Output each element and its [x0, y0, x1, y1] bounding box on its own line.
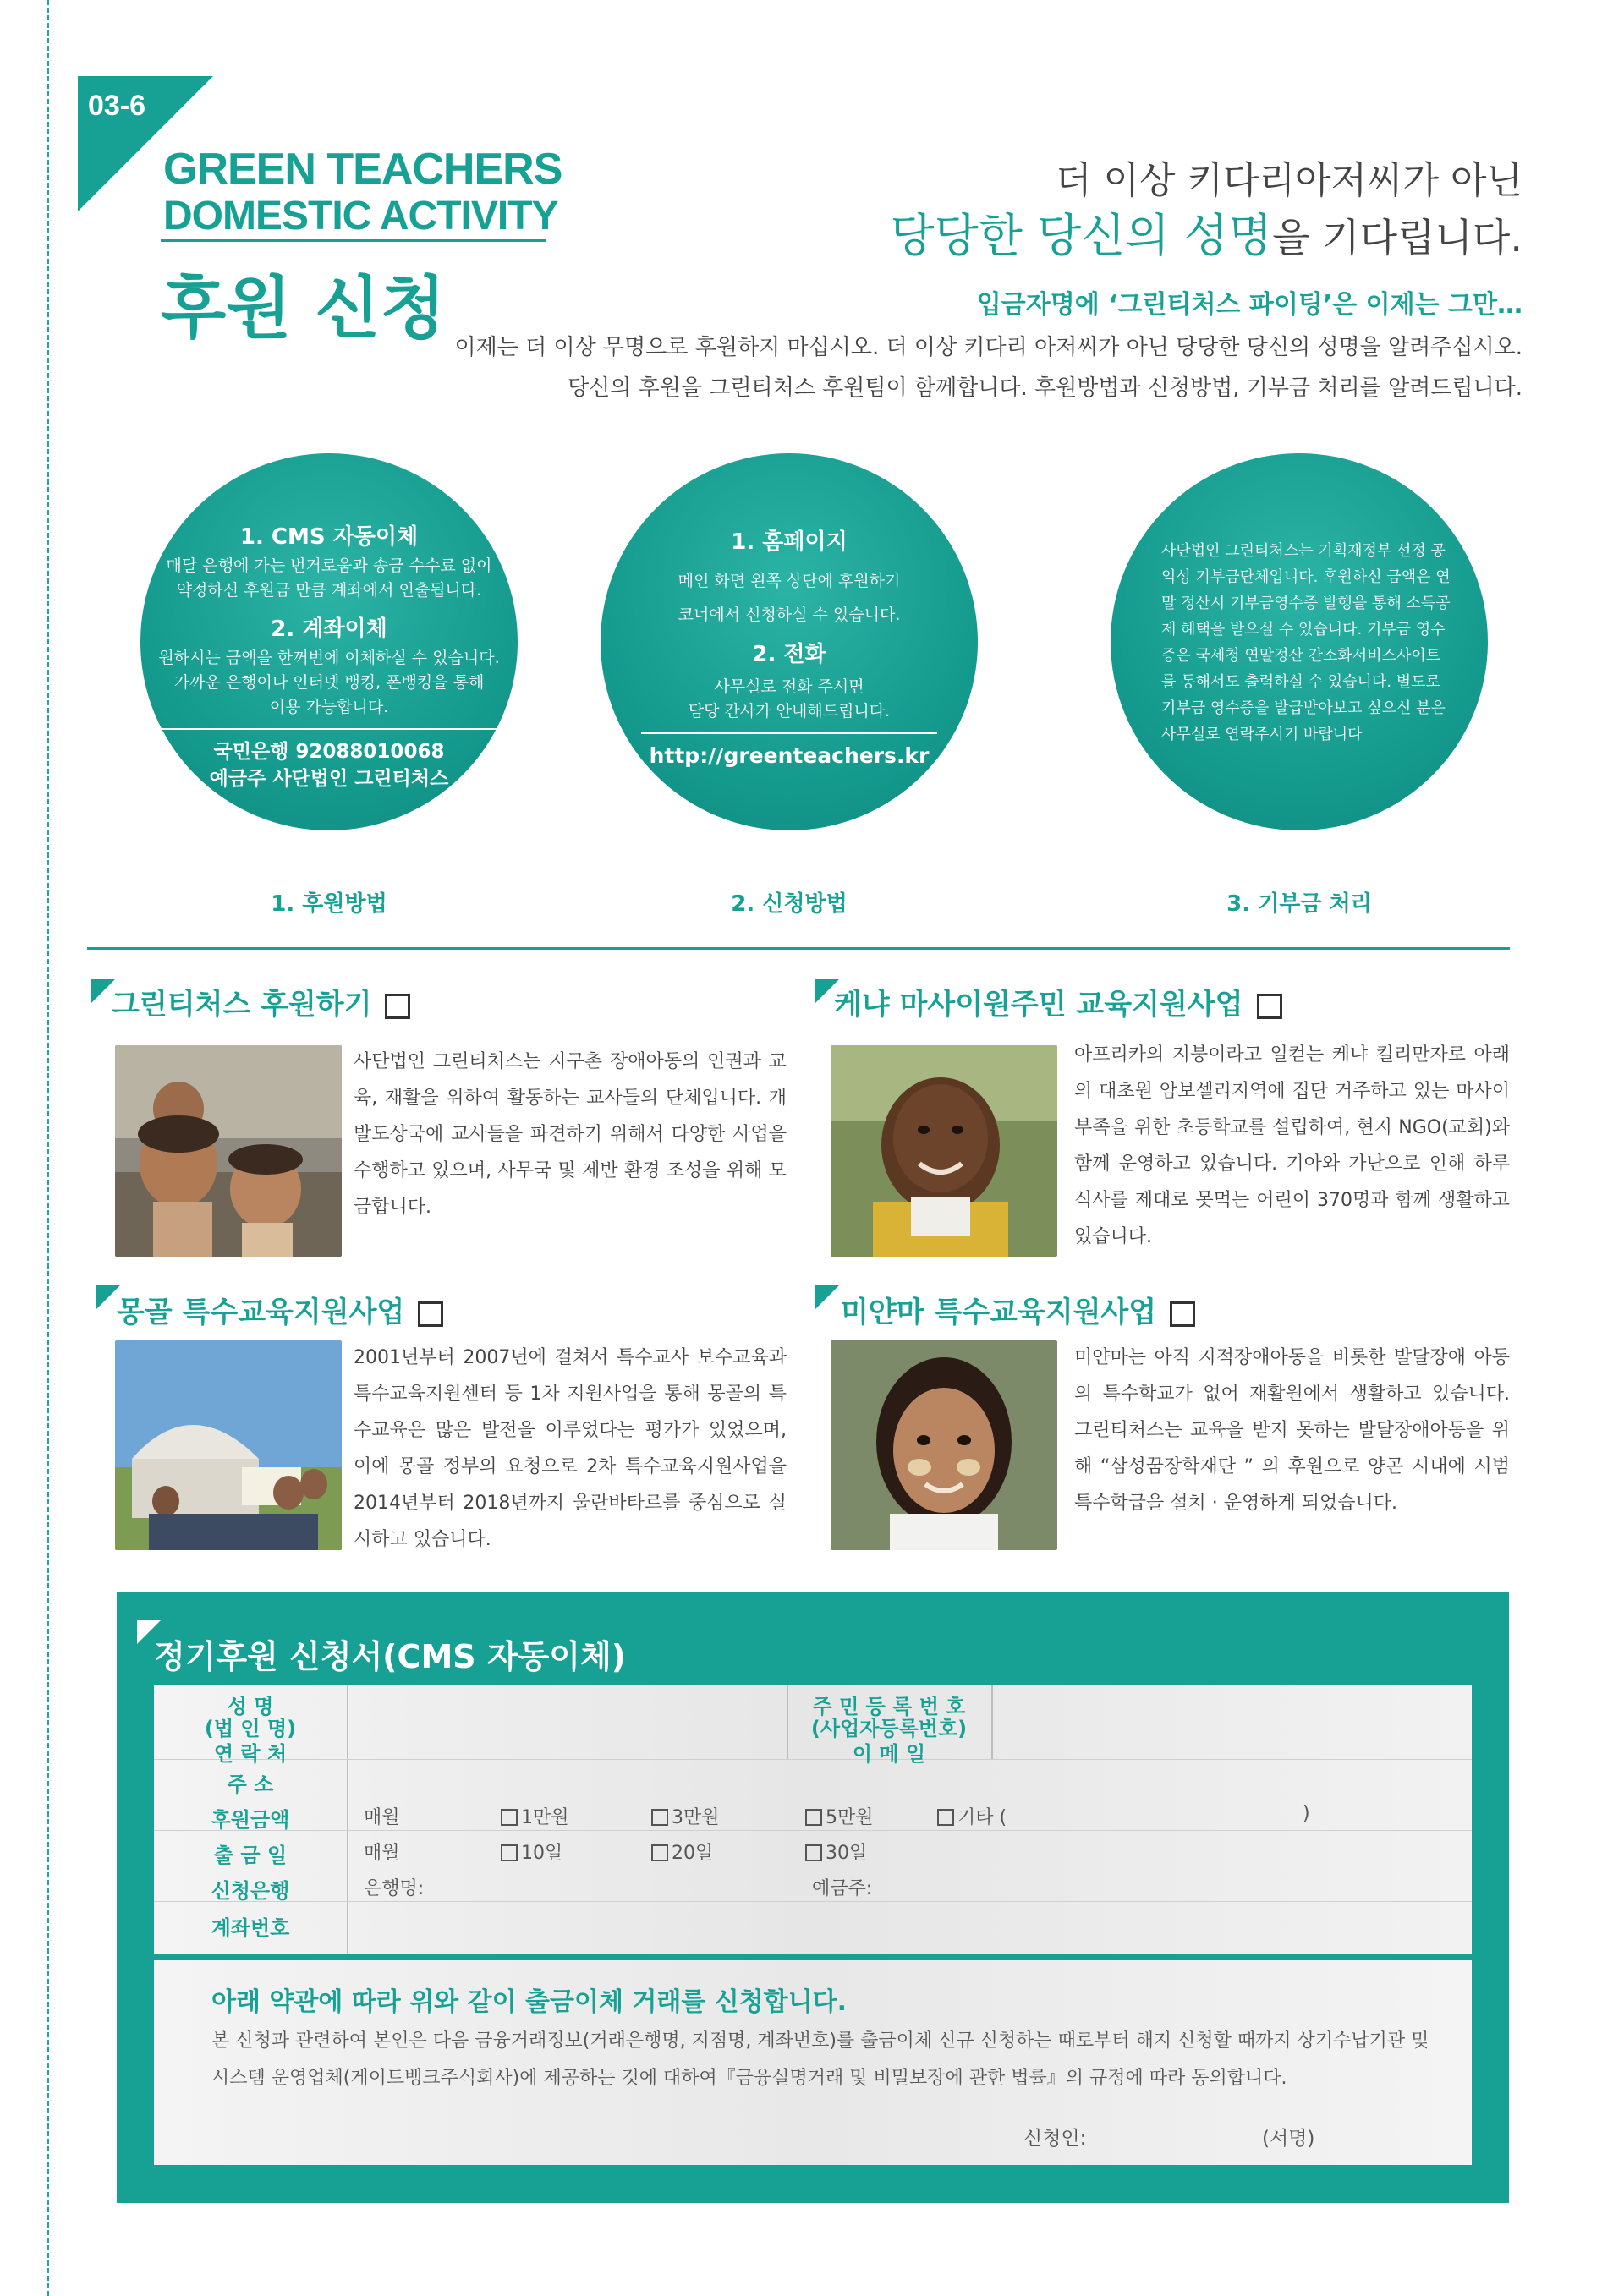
date-option-1[interactable]: [501, 1838, 562, 1865]
signer-field[interactable]: [1100, 2118, 1252, 2146]
gt-checkbox[interactable]: [385, 994, 410, 1019]
amount-other-close: ): [1303, 1803, 1310, 1824]
kenya-checkbox[interactable]: [1257, 994, 1282, 1019]
bank-label: 신청은행: [211, 1879, 290, 1903]
method-transfer-desc-c: 이용 가능합니다.: [269, 698, 389, 716]
myanmar-flag: [815, 1285, 839, 1309]
table-hline-3: [154, 1830, 1472, 1831]
headline-2-suffix: 을 기다립니다.: [1272, 215, 1522, 260]
form-table: [154, 1685, 1472, 1954]
signature-label: (서명): [1262, 2128, 1315, 2150]
amount-option-3[interactable]: [805, 1803, 874, 1829]
amount-option-other[interactable]: [937, 1803, 1007, 1829]
date-option-1-label: 10일: [521, 1843, 563, 1864]
receipt-circle: [1111, 453, 1488, 830]
date-option-3[interactable]: [805, 1838, 867, 1865]
table-vline-3: [991, 1685, 993, 1759]
terms-title: 아래 약관에 따라 위와 같이 출금이체 거래를 신청합니다.: [211, 1987, 848, 2017]
brand-underline: [161, 239, 546, 242]
rrn-label-2: (사업자등록번호): [810, 1717, 968, 1740]
headline-desc-2: 당신의 후원을 그린티처스 후원팀이 함께합니다. 후원방법과 신청방법, 기부금 처리를 알려드립니다.: [568, 375, 1522, 401]
kenya-title: 케냐 마사이원주민 교육지원사업: [834, 988, 1243, 1022]
holder-label: 예금주:: [812, 1878, 873, 1899]
date-option-2[interactable]: [651, 1838, 713, 1865]
apply-web-desc-b: 코너에서 신청하실 수 있습니다.: [678, 606, 901, 624]
date-option-2-label: 20일: [672, 1843, 714, 1864]
section-number: 03-6: [88, 90, 146, 122]
receipt-line-5: 증은 국세청 연말정산 간소화서비스사이트: [1161, 647, 1441, 665]
name-label-1: 성 명: [227, 1695, 274, 1718]
account-holder: 예금주 사단법인 그린티처스: [209, 768, 449, 790]
email-label: 이 메 일: [852, 1742, 926, 1766]
myanmar-heading: [841, 1289, 1195, 1330]
headline-subtitle: 입금자명에 ‘그린티처스 파이팅’은 이제는 그만…: [976, 290, 1522, 320]
date-checkbox-1[interactable]: [501, 1844, 518, 1861]
myanmar-photo: [831, 1340, 1057, 1550]
table-hline-5: [154, 1901, 1472, 1902]
receipt-line-1: 사단법인 그린티처스는 기획재정부 선정 공: [1161, 542, 1446, 560]
kenya-text: 아프리카의 지붕이라고 일컫는 케냐 킬리만자로 아래의 대초원 암보셀리지역에 집단 거주하고 있는 마사이 부족을 위한 초등학교를 설립하여, 현지 NGO(교회)와 함께 운영하고 있습니다. 기아와 가난으로 인해 하루 식사를 제대로 못먹는 어린이 370명과 함께 생활하고 있습니다.: [1074, 1044, 1510, 1247]
rrn-label-1: 주 민 등 록 번 호: [812, 1695, 966, 1718]
section-divider: [87, 947, 1510, 950]
method-transfer-desc-a: 원하시는 금액을 한꺼번에 이체하실 수 있습니다.: [158, 649, 500, 667]
myanmar-checkbox[interactable]: [1170, 1301, 1195, 1327]
kenya-photo: [831, 1045, 1057, 1257]
amount-label: 후원금액: [211, 1808, 290, 1832]
mongol-text: 2001년부터 2007년에 걸쳐서 특수교사 보수교육과 특수교육지원센터 등 1차 지원사업을 통해 몽골의 특수교육은 많은 발전을 이루었다는 평가가 있었으며, 이에 몽골 정부의 요청으로 2차 특수교육지원사업을 2014년부터 2018년까지 울란바타르를 중심으로 실시하고 있습니다.: [354, 1347, 787, 1550]
signer-label: 신청인:: [1023, 2128, 1087, 2150]
apply-web-title: 1. 홈페이지: [731, 529, 848, 555]
apply-phone-desc-b: 담당 간사가 안내해드립니다.: [688, 702, 891, 721]
amount-prefix: 매월: [364, 1807, 400, 1828]
amount-option-3-label: 5만원: [826, 1807, 874, 1828]
method-label: 1. 후원방법: [271, 891, 387, 917]
mongol-heading: [117, 1289, 443, 1330]
email-field[interactable]: [998, 1735, 1463, 1757]
date-prefix: 매월: [364, 1843, 400, 1864]
account-label: 계좌번호: [211, 1916, 290, 1940]
amount-checkbox-3[interactable]: [805, 1809, 822, 1826]
gt-title: 그린티처스 후원하기: [112, 988, 372, 1022]
method-cms-desc-a: 매달 은행에 가는 번거로움과 송금 수수료 없이: [166, 556, 492, 575]
headline-desc-1: 이제는 더 이상 무명으로 후원하지 마십시오. 더 이상 키다리 아저씨가 아닌 당당한 당신의 성명을 알려주십시오.: [454, 335, 1522, 360]
mongol-title: 몽골 특수교육지원사업: [117, 1296, 405, 1329]
kenya-heading: [834, 981, 1282, 1022]
gt-text: 사단법인 그린티처스는 지구촌 장애아동의 인권과 교육, 재활을 위하여 활동하는 교사들의 단체입니다. 개발도상국에 교사들을 파견하기 위해서 다양한 사업을 수행하고 있으며, 사무국 및 제반 환경 조성을 위해 모금합니다.: [354, 1051, 787, 1218]
table-vline-1: [347, 1685, 348, 1954]
amount-option-1[interactable]: [501, 1803, 569, 1829]
page-title: 후원 신청: [161, 269, 446, 348]
terms-text-2: 시스템 운영업체(게이트뱅크주식회사)에 제공하는 것에 대하여『금융실명거래 및 비밀보장에 관한 법률』의 규정에 따라 동의합니다.: [211, 2068, 1287, 2089]
amount-option-1-label: 1만원: [521, 1807, 569, 1828]
method-transfer-title: 2. 계좌이체: [271, 616, 387, 642]
receipt-label: 3. 기부금 처리: [1226, 891, 1372, 917]
amount-option-2-label: 3만원: [672, 1807, 720, 1828]
homepage-link[interactable]: http://greenteachers.kr: [649, 743, 930, 768]
myanmar-text: 미얀마는 아직 지적장애아동을 비롯한 발달장애 아동의 특수학교가 없어 재활원에서 생활하고 있습니다. 그린티처스는 교육을 받지 못하는 발달장애아동을 위해 “삼성꿈장학재단 ” 의 후원으로 양곤 시내에 시범 특수학급을 설치 · 운영하게 되었습니다.: [1074, 1347, 1510, 1514]
mongol-photo: [115, 1340, 342, 1550]
contact-field[interactable]: [354, 1735, 782, 1757]
name-label-2: (법 인 명): [204, 1717, 297, 1740]
apply-label: 2. 신청방법: [731, 891, 848, 917]
receipt-line-3: 말 정산시 기부금영수증 발행을 통해 소득공: [1161, 595, 1451, 612]
headline-1: 더 이상 키다리아저씨가 아닌: [1055, 159, 1522, 202]
date-checkbox-3[interactable]: [805, 1844, 822, 1861]
bank-name-label: 은행명:: [364, 1878, 425, 1899]
address-label: 주 소: [227, 1773, 274, 1796]
terms-text-1: 본 신청과 관련하여 본인은 다음 금융거래정보(거래은행명, 지점명, 계좌번호)를 출금이체 신규 신청하는 때로부터 해지 신청할 때까지 상기수납기관 및: [211, 2030, 1429, 2052]
date-label: 출 금 일: [213, 1844, 288, 1867]
amount-checkbox-1[interactable]: [501, 1809, 518, 1826]
receipt-line-7: 기부금 영수증을 발급받아보고 싶으신 분은: [1161, 699, 1446, 717]
cut-line: [47, 0, 49, 2296]
receipt-line-6: 를 통해서도 출력하실 수 있습니다. 별도로: [1161, 673, 1440, 691]
date-checkbox-2[interactable]: [651, 1844, 668, 1861]
contact-label: 연 락 처: [213, 1742, 288, 1766]
apply-divider: [641, 732, 937, 734]
apply-circle: [601, 453, 978, 830]
method-circle: [140, 453, 518, 830]
amount-checkbox-2[interactable]: [651, 1809, 668, 1826]
receipt-line-2: 익성 기부금단체입니다. 후원하신 금액은 연: [1161, 568, 1451, 586]
method-cms-desc-b: 약정하신 후원금 만큼 계좌에서 인출됩니다.: [176, 581, 482, 600]
amount-checkbox-other[interactable]: [937, 1809, 954, 1826]
receipt-line-8: 사무실로 연락주시기 바랍니다: [1161, 726, 1363, 743]
gt-heading: [112, 981, 410, 1022]
name-field[interactable]: [354, 1686, 782, 1732]
myanmar-title: 미얀마 특수교육지원사업: [841, 1296, 1157, 1329]
apply-phone-title: 2. 전화: [752, 642, 826, 667]
apply-web-desc-a: 메인 화면 왼쪽 상단에 후원하기: [678, 572, 901, 590]
method-transfer-desc-b: 가까운 은행이나 인터넷 뱅킹, 폰뱅킹을 통해: [173, 673, 485, 692]
amount-other-label: 기타 (: [957, 1807, 1007, 1828]
brand-line-1: GREEN TEACHERS: [163, 145, 562, 194]
method-cms-title: 1. CMS 자동이체: [239, 524, 419, 550]
address-field[interactable]: [354, 1762, 1462, 1793]
apply-phone-desc-a: 사무실로 전화 주시면: [714, 677, 864, 696]
holder-field[interactable]: [881, 1869, 1457, 1898]
amount-option-2[interactable]: [651, 1803, 720, 1829]
account-field[interactable]: [354, 1906, 1462, 1947]
date-option-3-label: 30일: [826, 1843, 868, 1864]
gt-photo: [115, 1045, 342, 1257]
bank-name-field[interactable]: [433, 1869, 771, 1898]
headline-2-main: 당당한 당신의 성명: [890, 209, 1273, 262]
form-title: 정기후원 신청서(CMS 자동이체): [154, 1638, 627, 1675]
headline-2: [890, 200, 1522, 265]
receipt-line-4: 제 혜택을 받으실 수 있습니다. 기부금 영수: [1161, 621, 1446, 638]
method-divider: [156, 728, 502, 730]
bank-account: 국민은행 92088010068: [213, 741, 445, 763]
rrn-field[interactable]: [998, 1686, 1463, 1732]
mongol-checkbox[interactable]: [418, 1301, 443, 1327]
brand-line-2: DOMESTIC ACTIVITY: [163, 194, 558, 238]
